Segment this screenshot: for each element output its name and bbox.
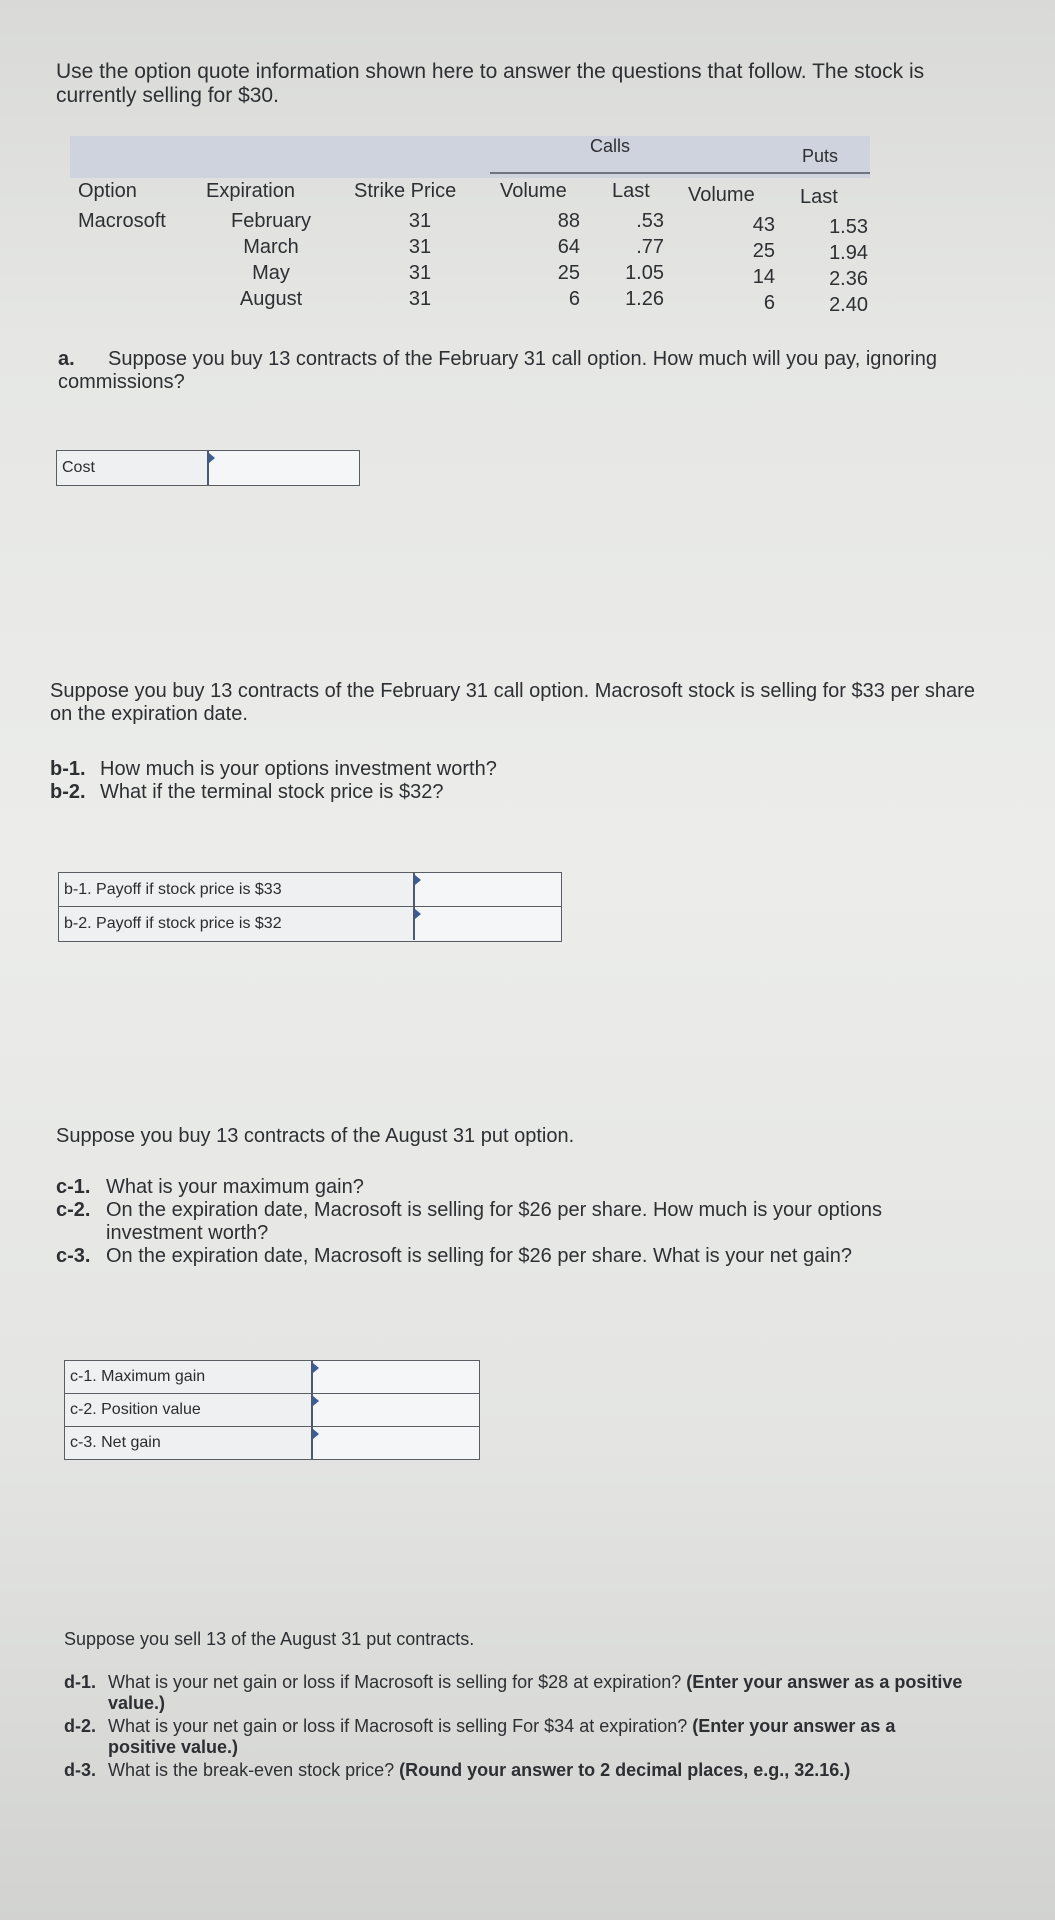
table-cell-strike: 31 <box>408 288 432 310</box>
option-quote-table <box>70 136 870 316</box>
question-label: b-2. <box>50 781 86 803</box>
question-c-1 <box>56 1176 936 1199</box>
question-text: Suppose you buy 13 contracts of the February 31 call option. How much will you pay, ignoring commissions? <box>58 348 937 393</box>
calls-heading: Calls <box>589 136 630 156</box>
input-marker-icon <box>415 875 421 885</box>
table-cell-put-volume: 6 <box>763 292 775 314</box>
table-cell-put-volume: 43 <box>752 214 775 236</box>
call-volume-column <box>530 208 580 312</box>
position-value-input[interactable] <box>311 1394 479 1426</box>
question-label: d-3. <box>64 1760 97 1780</box>
answer-grid-b <box>58 872 562 942</box>
answer-label: c-3. Net gain <box>70 1434 161 1451</box>
part-c-intro: Suppose you buy 13 contracts of the August 31 put option. <box>56 1125 575 1147</box>
part-d-questions <box>64 1672 964 1781</box>
question-d-2 <box>64 1716 964 1758</box>
answer-label: c-2. Position value <box>70 1401 201 1418</box>
question-b-1 <box>50 758 1000 781</box>
question-text: On the expiration date, Macrosoft is selling for $26 per share. How much is your options investment worth? <box>106 1199 882 1244</box>
header-rule <box>490 172 870 174</box>
call-last-column <box>610 208 664 312</box>
input-marker-icon <box>313 1396 319 1406</box>
answer-label: c-1. Maximum gain <box>70 1368 206 1385</box>
option-name: Macrosoft <box>78 210 166 232</box>
question-label: d-1. <box>64 1672 97 1692</box>
header-put-volume: Volume <box>688 184 755 206</box>
table-cell-call-volume: 88 <box>557 210 580 232</box>
table-cell-strike: 31 <box>408 236 432 258</box>
table-cell-expiration: August <box>239 288 303 310</box>
part-b-questions <box>50 758 1000 804</box>
header-strike-price: Strike Price <box>354 180 457 202</box>
question-text: On the expiration date, Macrosoft is selling for $26 per share. What is your net gain? <box>106 1245 852 1267</box>
question-label: b-1. <box>50 758 86 780</box>
header-call-volume: Volume <box>500 180 567 202</box>
table-cell-put-volume: 25 <box>752 240 775 262</box>
cost-input[interactable] <box>207 451 359 485</box>
question-label: c-2. <box>56 1199 91 1221</box>
instruction-note: (Enter your answer as a positive value.) <box>108 1716 896 1757</box>
maximum-gain-input[interactable] <box>311 1361 479 1393</box>
table-cell-put-volume: 14 <box>752 266 775 288</box>
header-expiration: Expiration <box>206 180 295 202</box>
puts-heading: Puts <box>801 146 839 166</box>
expiration-column <box>206 208 336 312</box>
question-label: c-3. <box>56 1245 91 1267</box>
instruction-note: (Round your answer to 2 decimal places, e.g., 32.16.) <box>399 1760 851 1780</box>
question-c-3 <box>56 1245 936 1268</box>
question-text: What is your net gain or loss if Macrosoft is selling for $28 at expiration? <box>108 1672 682 1692</box>
answer-grid-c <box>64 1360 480 1460</box>
table-cell-strike: 31 <box>408 210 432 232</box>
strike-column <box>390 208 450 312</box>
header-option: Option <box>78 180 137 202</box>
table-cell-call-volume: 25 <box>557 262 580 284</box>
question-label: d-2. <box>64 1716 97 1736</box>
table-cell-put-last: 2.36 <box>829 268 868 290</box>
table-cell-call-last: .77 <box>636 236 664 258</box>
instruction-note: (Enter your answer as a positive value.) <box>108 1672 963 1713</box>
answer-row-c-3 <box>65 1427 479 1459</box>
header-call-last: Last <box>612 180 650 202</box>
input-marker-icon <box>415 909 421 919</box>
question-text: What is your net gain or loss if Macrosoft is selling For $34 at expiration? <box>108 1716 688 1736</box>
input-marker-icon <box>209 453 215 463</box>
part-b-intro: Suppose you buy 13 contracts of the February 31 call option. Macrosoft stock is selling for $33 per share on the expiration date. <box>50 680 975 725</box>
question-text: What is your maximum gain? <box>106 1176 364 1198</box>
table-cell-call-last: 1.05 <box>625 262 664 284</box>
table-cell-expiration: May <box>252 262 290 284</box>
payoff-33-input[interactable] <box>413 873 561 906</box>
answer-row-b-2 <box>59 907 561 940</box>
header-put-last: Last <box>800 186 838 208</box>
question-text: What if the terminal stock price is $32? <box>100 781 444 803</box>
table-cell-call-last: .53 <box>636 210 664 232</box>
part-c-questions <box>56 1176 936 1268</box>
answer-row-b-1 <box>59 873 561 907</box>
question-label: a. <box>58 348 75 370</box>
answer-label-cost: Cost <box>62 459 95 476</box>
input-marker-icon <box>313 1429 319 1439</box>
question-d-1 <box>64 1672 964 1714</box>
question-b-2 <box>50 781 1000 804</box>
net-gain-input[interactable] <box>311 1427 479 1459</box>
input-marker-icon <box>313 1363 319 1373</box>
table-cell-expiration: February <box>230 210 312 232</box>
question-label: c-1. <box>56 1176 91 1198</box>
table-cell-strike: 31 <box>408 262 432 284</box>
payoff-32-input[interactable] <box>413 907 561 940</box>
answer-label: b-2. Payoff if stock price is $32 <box>64 914 282 932</box>
table-cell-put-last: 1.94 <box>829 242 868 264</box>
question-text: How much is your options investment worth? <box>100 758 497 780</box>
table-cell-expiration: March <box>243 236 299 258</box>
put-last-column <box>800 214 868 318</box>
answer-row-c-1 <box>65 1361 479 1394</box>
intro-text: Use the option quote information shown here to answer the questions that follow. The stock is currently selling for $30. <box>56 60 925 107</box>
put-volume-column <box>725 212 775 316</box>
table-cell-call-volume: 64 <box>557 236 580 258</box>
table-cell-call-volume: 6 <box>568 288 580 310</box>
question-a <box>58 348 1008 394</box>
table-cell-call-last: 1.26 <box>625 288 664 310</box>
question-d-3 <box>64 1760 964 1781</box>
answer-label: b-1. Payoff if stock price is $33 <box>64 880 282 898</box>
answer-row-c-2 <box>65 1394 479 1427</box>
question-text: What is the break-even stock price? <box>108 1760 395 1780</box>
part-d-intro: Suppose you sell 13 of the August 31 put contracts. <box>64 1629 475 1649</box>
table-cell-put-last: 2.40 <box>829 294 868 316</box>
answer-grid-a <box>56 450 360 486</box>
table-cell-put-last: 1.53 <box>829 216 868 238</box>
question-c-2 <box>56 1199 936 1245</box>
